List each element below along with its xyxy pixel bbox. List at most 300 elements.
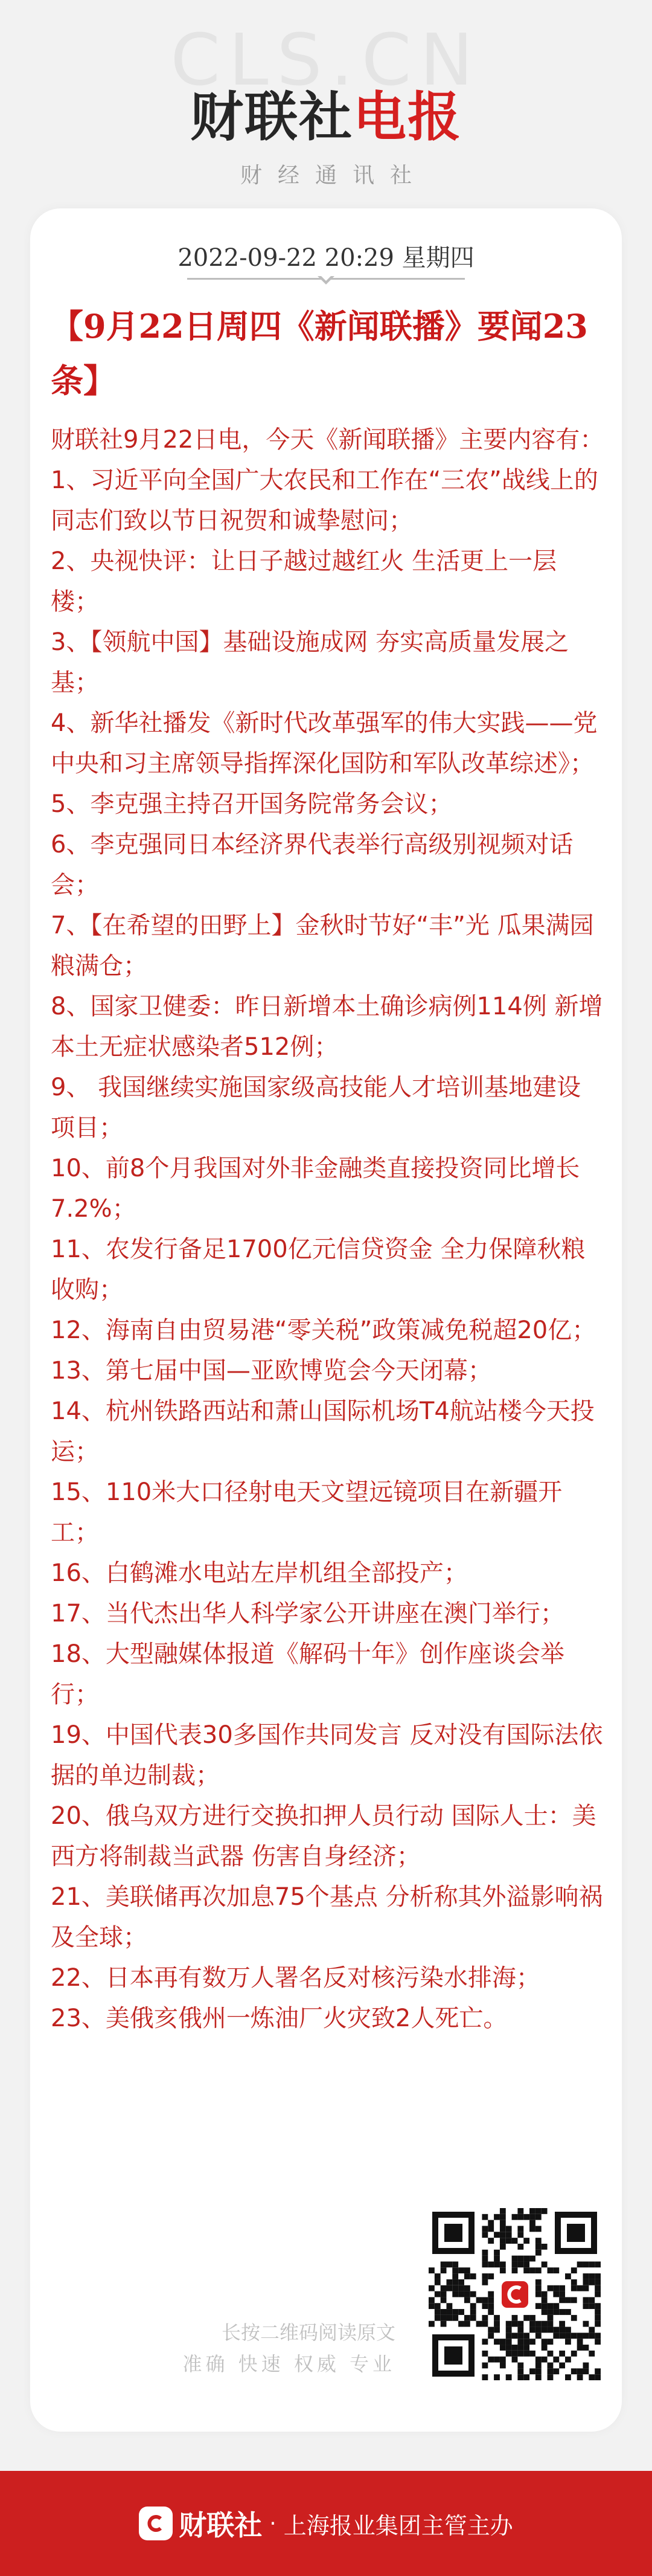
qr-module [441, 2261, 447, 2267]
qr-module [452, 2291, 458, 2297]
qr-module [488, 2291, 494, 2297]
qr-module [452, 2285, 458, 2291]
qr-module [571, 2368, 577, 2374]
qr-module [506, 2333, 512, 2339]
qr-module [535, 2267, 542, 2273]
qr-module [583, 2368, 589, 2374]
qr-module [452, 2279, 458, 2285]
qr-module [476, 2297, 482, 2303]
qr-module [488, 2220, 494, 2226]
qr-module [464, 2273, 470, 2279]
qr-module [482, 2321, 488, 2327]
qr-module [494, 2256, 500, 2262]
qr-module [565, 2273, 571, 2279]
qr-module [452, 2315, 458, 2321]
qr-module [589, 2374, 595, 2380]
list-item: 18、大型融媒体报道《解码十年》创作座谈会举行； [51, 1640, 564, 1708]
qr-module [589, 2333, 595, 2339]
qr-module [500, 2220, 506, 2226]
qr-module [488, 2261, 494, 2267]
qr-module [482, 2261, 488, 2267]
footer-separator: · [269, 2511, 276, 2536]
qr-module [589, 2351, 595, 2357]
qr-module [535, 2321, 542, 2327]
qr-module [553, 2285, 559, 2291]
qr-module [435, 2309, 441, 2315]
qr-module [517, 2374, 523, 2380]
qr-module [452, 2273, 458, 2279]
qr-module [488, 2273, 494, 2279]
qr-module [452, 2267, 458, 2273]
qr-module [441, 2321, 447, 2327]
qr-module [488, 2226, 494, 2232]
list-item: 4、新华社播发《新时代改革强军的伟大实践——党中央和习主席领导指挥深化国防和军队改革综述》； [51, 709, 598, 778]
qr-module [464, 2315, 470, 2321]
qr-module [548, 2309, 554, 2315]
brand-main: 财联社 [190, 86, 353, 148]
qr-module [506, 2327, 512, 2333]
qr-module [529, 2339, 535, 2345]
qr-module [583, 2303, 589, 2309]
qr-module [517, 2333, 523, 2339]
qr-module [500, 2238, 506, 2244]
qr-module [571, 2315, 577, 2321]
qr-module [595, 2321, 601, 2327]
qr-module [589, 2327, 595, 2333]
qr-module [458, 2267, 464, 2273]
qr-module [571, 2297, 577, 2303]
qr-module [553, 2368, 559, 2374]
qr-module [548, 2315, 554, 2321]
qr-hint [182, 2317, 395, 2380]
qr-module [458, 2321, 464, 2327]
qr-module [535, 2279, 542, 2285]
qr-module [583, 2285, 589, 2291]
qr-module [595, 2315, 601, 2321]
qr-module [488, 2238, 494, 2244]
qr-module [464, 2291, 470, 2297]
qr-module [452, 2261, 458, 2267]
qr-module [435, 2273, 441, 2279]
qr-module [535, 2327, 542, 2333]
qr-module [535, 2374, 542, 2380]
qr-module [535, 2303, 542, 2309]
qr-module [500, 2232, 506, 2238]
qr-module [482, 2232, 488, 2238]
qr-module [595, 2339, 601, 2345]
list-item: 17、当代杰出华人科学家公开讲座在澳门举行； [51, 1600, 564, 1628]
qr-module [517, 2261, 523, 2267]
qr-module [494, 2232, 500, 2238]
qr-module [464, 2297, 470, 2303]
qr-module [542, 2345, 548, 2351]
qr-module [470, 2309, 476, 2315]
cls-logo-icon [499, 2278, 531, 2311]
qr-module [494, 2250, 500, 2256]
list-item: 9、 我国继续实施国家级高技能人才培训基地建设项目； [51, 1074, 581, 1142]
qr-module [506, 2238, 512, 2244]
qr-module [595, 2309, 601, 2315]
qr-module [583, 2345, 589, 2351]
qr-module [577, 2285, 583, 2291]
qr-module [494, 2214, 500, 2220]
qr-module [595, 2279, 601, 2285]
qr-module [542, 2297, 548, 2303]
qr-code[interactable] [429, 2208, 601, 2380]
qr-module [500, 2244, 506, 2250]
qr-module [482, 2214, 488, 2220]
qr-module [488, 2297, 494, 2303]
qr-module [464, 2321, 470, 2327]
qr-module [548, 2339, 554, 2345]
publish-date: 2022-09-22 20:29 星期四 [177, 244, 475, 272]
list-item: 23、美俄亥俄州一炼油厂火灾致2人死亡。 [51, 2004, 508, 2032]
qr-module [500, 2339, 506, 2345]
qr-module [559, 2285, 565, 2291]
cls-logo-icon [139, 2507, 173, 2540]
qr-module [559, 2321, 565, 2327]
qr-module [517, 2327, 523, 2333]
qr-module [595, 2368, 601, 2374]
qr-module [542, 2208, 548, 2214]
qr-module [559, 2291, 565, 2297]
list-item: 10、前8个月我国对外非金融类直接投资同比增长7.2%； [51, 1154, 580, 1223]
list-item: 22、日本再有数万人署名反对核污染水排海； [51, 1964, 540, 1992]
qr-module [470, 2273, 476, 2279]
qr-module [512, 2345, 518, 2351]
qr-module [577, 2345, 583, 2351]
qr-module [571, 2285, 577, 2291]
qr-module [559, 2327, 565, 2333]
qr-module [553, 2291, 559, 2297]
qr-module [429, 2285, 435, 2291]
qr-module [542, 2291, 548, 2297]
qr-module [553, 2333, 559, 2339]
article-body[interactable] [51, 420, 605, 2039]
qr-module [429, 2321, 435, 2327]
qr-module [548, 2327, 554, 2333]
qr-module [523, 2339, 529, 2345]
qr-module [595, 2333, 601, 2339]
qr-module [482, 2303, 488, 2309]
list-item: 1、习近平向全国广大农民和工作在“三农”战线上的同志们致以节日祝贺和诚挚慰问； [51, 466, 598, 535]
qr-module [517, 2368, 523, 2374]
footer-brand: 财联社 [179, 2509, 263, 2542]
qr-module [441, 2309, 447, 2315]
qr-module [512, 2214, 518, 2220]
qr-module [506, 2351, 512, 2357]
qr-module [529, 2368, 535, 2374]
qr-module [529, 2327, 535, 2333]
qr-module [529, 2256, 535, 2262]
qr-module [542, 2357, 548, 2363]
qr-module [512, 2351, 518, 2357]
list-item: 2、央视快评：让日子越过越红火 生活更上一层楼； [51, 547, 557, 616]
qr-module [595, 2303, 601, 2309]
qr-module [441, 2267, 447, 2273]
list-item: 15、110米大口径射电天文望远镜项目在新疆开工； [51, 1478, 563, 1547]
qr-finder-top-left [432, 2212, 475, 2254]
qr-finder-top-right [555, 2212, 597, 2254]
qr-module [488, 2303, 494, 2309]
article-headline: 【9月22日周四《新闻联播》要闻23条】 [51, 307, 588, 400]
qr-module [571, 2267, 577, 2273]
qr-module [464, 2285, 470, 2291]
qr-module [523, 2345, 529, 2351]
qr-module [506, 2339, 512, 2345]
qr-module [583, 2321, 589, 2327]
qr-module [441, 2297, 447, 2303]
qr-module [458, 2285, 464, 2291]
qr-module [506, 2321, 512, 2327]
qr-module [446, 2315, 452, 2321]
qr-module [583, 2363, 589, 2369]
qr-module [500, 2363, 506, 2369]
qr-module [559, 2333, 565, 2339]
qr-module [482, 2297, 488, 2303]
date-divider-tick [318, 276, 334, 285]
qr-module [488, 2333, 494, 2339]
qr-module [523, 2351, 529, 2357]
qr-module [523, 2267, 529, 2273]
qr-module [548, 2285, 554, 2291]
qr-module [494, 2321, 500, 2327]
qr-module [512, 2238, 518, 2244]
qr-module [494, 2374, 500, 2380]
qr-module [565, 2339, 571, 2345]
qr-module [488, 2327, 494, 2333]
qr-module [494, 2339, 500, 2345]
qr-module [542, 2303, 548, 2309]
qr-module [446, 2303, 452, 2309]
qr-module [494, 2327, 500, 2333]
qr-module [529, 2208, 535, 2214]
qr-module [435, 2315, 441, 2321]
qr-module [517, 2214, 523, 2220]
qr-module [595, 2273, 601, 2279]
qr-module [500, 2208, 506, 2214]
qr-module [589, 2297, 595, 2303]
list-item: 3、【领航中国】基础设施成网 夯实高质量发展之基； [51, 628, 569, 697]
list-item: 7、【在希望的田野上】金秋时节好“丰”光 瓜果满园粮满仓； [51, 912, 594, 980]
qr-module [429, 2303, 435, 2309]
qr-module [517, 2256, 523, 2262]
qr-module [500, 2345, 506, 2351]
qr-module [517, 2351, 523, 2357]
qr-module [506, 2374, 512, 2380]
qr-module [441, 2291, 447, 2297]
qr-module [589, 2261, 595, 2267]
qr-module [565, 2327, 571, 2333]
qr-module [565, 2297, 571, 2303]
qr-module [571, 2279, 577, 2285]
qr-module [506, 2345, 512, 2351]
qr-module [542, 2261, 548, 2267]
qr-module [535, 2250, 542, 2256]
qr-module [523, 2214, 529, 2220]
qr-module [583, 2297, 589, 2303]
qr-module [517, 2244, 523, 2250]
qr-module [512, 2315, 518, 2321]
qr-module [577, 2333, 583, 2339]
qr-module [429, 2267, 435, 2273]
qr-module [512, 2357, 518, 2363]
qr-hint-line2: 准确 快速 权威 专业 [182, 2352, 395, 2375]
list-item: 21、美联储再次加息75个基点 分析称其外溢影响祸及全球； [51, 1883, 603, 1951]
qr-module [577, 2261, 583, 2267]
qr-module [535, 2363, 542, 2369]
qr-module [500, 2226, 506, 2232]
qr-module [488, 2309, 494, 2315]
qr-module [523, 2261, 529, 2267]
qr-module [517, 2208, 523, 2214]
qr-module [500, 2261, 506, 2267]
qr-module [435, 2291, 441, 2297]
qr-module [482, 2226, 488, 2232]
qr-module [523, 2315, 529, 2321]
list-item: 8、国家卫健委：昨日新增本土确诊病例114例 新增本土无症状感染者512例； [51, 993, 603, 1061]
qr-module [435, 2279, 441, 2285]
qr-module [571, 2333, 577, 2339]
brand-accent: 电报 [353, 86, 462, 148]
qr-module [506, 2226, 512, 2232]
qr-module [548, 2351, 554, 2357]
qr-module [458, 2291, 464, 2297]
qr-module [529, 2321, 535, 2327]
qr-module [523, 2256, 529, 2262]
qr-module [595, 2261, 601, 2267]
list-item: 16、白鹤滩水电站左岸机组全部投产； [51, 1559, 468, 1587]
qr-module [429, 2297, 435, 2303]
qr-module [542, 2339, 548, 2345]
list-item: 20、俄乌双方进行交换扣押人员行动 国际人士：美西方将制裁当武器 伤害自身经济； [51, 1802, 596, 1870]
qr-module [482, 2250, 488, 2256]
list-item: 12、海南自由贸易港“零关税”政策减免税超20亿； [51, 1316, 596, 1344]
qr-module [535, 2285, 542, 2291]
qr-module [446, 2285, 452, 2291]
qr-module [441, 2315, 447, 2321]
qr-finder-bottom-left [432, 2334, 475, 2377]
brand-logo [0, 86, 652, 148]
qr-module [470, 2291, 476, 2297]
qr-module [517, 2345, 523, 2351]
qr-module [542, 2327, 548, 2333]
brand-watermark: CLS.CN [170, 18, 482, 101]
qr-module [553, 2303, 559, 2309]
qr-module [458, 2279, 464, 2285]
qr-module [482, 2273, 488, 2279]
qr-module [535, 2357, 542, 2363]
qr-module [535, 2333, 542, 2339]
qr-module [529, 2315, 535, 2321]
qr-module [535, 2291, 542, 2297]
qr-module [583, 2273, 589, 2279]
qr-module [565, 2333, 571, 2339]
qr-module [517, 2232, 523, 2238]
qr-code-image [429, 2208, 601, 2380]
list-item: 13、第七届中国—亚欧博览会今天闭幕； [51, 1357, 492, 1385]
qr-module [512, 2267, 518, 2273]
qr-module [458, 2309, 464, 2315]
qr-module [482, 2363, 488, 2369]
qr-module [512, 2321, 518, 2327]
article-intro: 财联社9月22日电，今天《新闻联播》主要内容有： [51, 426, 604, 454]
qr-module [553, 2309, 559, 2315]
qr-module [577, 2339, 583, 2345]
qr-module [559, 2309, 565, 2315]
qr-module [488, 2357, 494, 2363]
qr-module [494, 2315, 500, 2321]
article-card [30, 208, 622, 2432]
qr-module [512, 2261, 518, 2267]
qr-module [577, 2374, 583, 2380]
qr-module [517, 2321, 523, 2327]
qr-module [476, 2321, 482, 2327]
qr-module [529, 2214, 535, 2220]
qr-module [548, 2368, 554, 2374]
list-item: 19、中国代表30多国作共同发言 反对没有国际法依据的单边制裁； [51, 1721, 603, 1789]
qr-module [470, 2315, 476, 2321]
qr-module [583, 2279, 589, 2285]
qr-module [535, 2244, 542, 2250]
qr-module [553, 2327, 559, 2333]
qr-module [548, 2303, 554, 2309]
qr-module [583, 2333, 589, 2339]
qr-module [482, 2339, 488, 2345]
qr-module [500, 2357, 506, 2363]
list-item: 11、农发行备足1700亿元信贷资金 全力保障秋粮收购； [51, 1235, 586, 1304]
qr-module [446, 2279, 452, 2285]
qr-module [529, 2267, 535, 2273]
qr-module [589, 2279, 595, 2285]
qr-module [517, 2339, 523, 2345]
qr-module [595, 2291, 601, 2297]
qr-module [482, 2374, 488, 2380]
qr-module [589, 2273, 595, 2279]
qr-module [548, 2363, 554, 2369]
qr-module [553, 2357, 559, 2363]
qr-module [452, 2309, 458, 2315]
qr-module [535, 2208, 542, 2214]
qr-module [559, 2351, 565, 2357]
list-item: 5、李克强主持召开国务院常务会议； [51, 790, 453, 818]
qr-module [446, 2309, 452, 2315]
qr-module [548, 2267, 554, 2273]
qr-module [523, 2238, 529, 2244]
qr-module [494, 2261, 500, 2267]
qr-module [482, 2256, 488, 2262]
qr-module [523, 2374, 529, 2380]
qr-module [446, 2261, 452, 2267]
qr-module [548, 2321, 554, 2327]
qr-module [512, 2333, 518, 2339]
qr-module [571, 2351, 577, 2357]
qr-module [494, 2357, 500, 2363]
qr-module [583, 2261, 589, 2267]
qr-module [529, 2226, 535, 2232]
qr-module [589, 2303, 595, 2309]
qr-module [553, 2267, 559, 2273]
qr-module [535, 2214, 542, 2220]
qr-module [500, 2214, 506, 2220]
list-item: 14、杭州铁路西站和萧山国际机场T4航站楼今天投运； [51, 1397, 595, 1466]
qr-module [517, 2363, 523, 2369]
qr-module [542, 2244, 548, 2250]
qr-module [565, 2309, 571, 2315]
footer-bar [0, 2471, 652, 2576]
qr-module [542, 2309, 548, 2315]
qr-module [542, 2321, 548, 2327]
